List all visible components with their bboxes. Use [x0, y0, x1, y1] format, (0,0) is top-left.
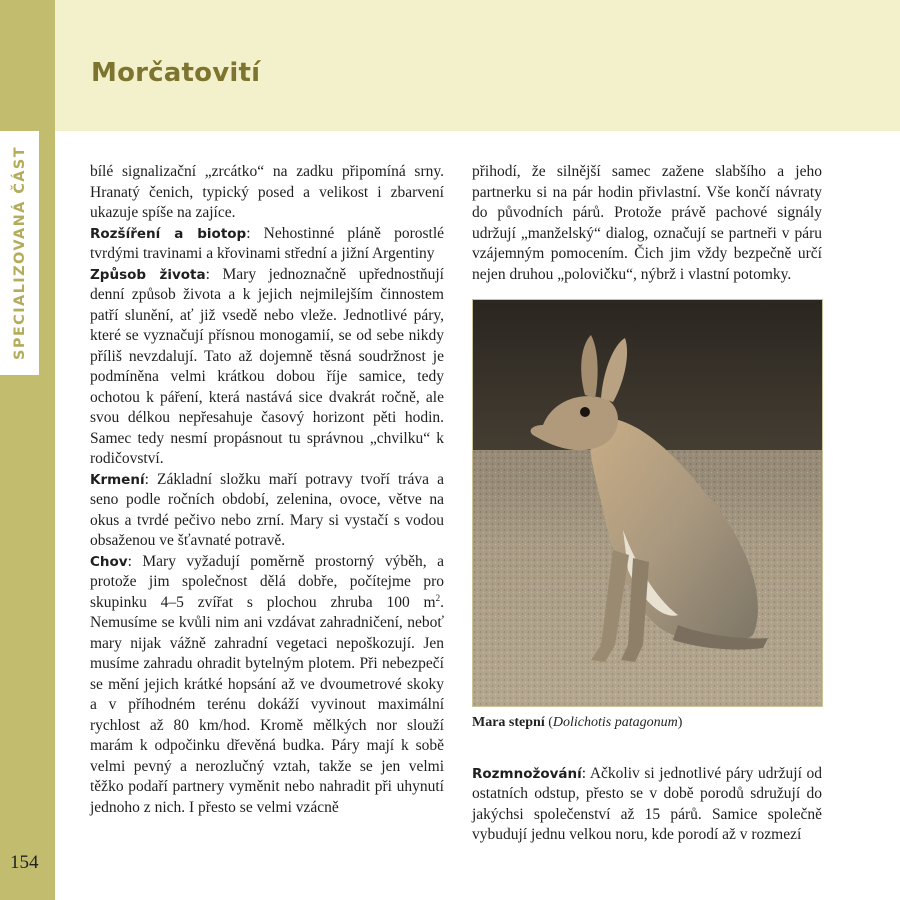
right-column-bottom	[472, 748, 822, 861]
breeding-paragraph	[90, 552, 444, 819]
page-number: 154	[10, 852, 39, 873]
lifestyle-paragraph	[90, 265, 444, 470]
lifestyle-heading: Způsob života	[90, 266, 206, 283]
reproduction-text: : Ačkoliv si jednotlivé páry udržují od ostatních odstup, přesto se v době porodů sdružují do jakýchsi společenství až 15 párů. Samice společně vybudují jednu velkou noru, kde porodí až v rozmezí	[472, 764, 822, 843]
reproduction-heading: Rozmnožování	[472, 765, 582, 782]
mara-illustration	[473, 300, 823, 707]
left-column	[90, 162, 444, 818]
photo-caption	[472, 715, 682, 731]
caption-paren-open: (	[544, 715, 553, 730]
section-label: SPECIALIZOVANÁ ČÁST	[11, 146, 28, 360]
feeding-paragraph	[90, 470, 444, 552]
caption-name: Mara stepní	[472, 715, 545, 730]
side-bar-bottom	[0, 375, 39, 900]
distribution-heading: Rozšíření a biotop	[90, 225, 247, 242]
caption-paren-close: )	[677, 715, 683, 730]
side-bar-top	[0, 0, 39, 131]
mara-photo	[472, 299, 823, 707]
breeding-text-1: : Mary vyžadují poměrně prostorný výběh, a protože jim společnost dělá dobře, počítejme pro skupinku 4–5 zvířat s plochou zhruba 100 m	[90, 552, 444, 611]
section-label-container	[0, 131, 39, 375]
side-stripe	[39, 0, 55, 900]
right-column-top	[472, 162, 822, 285]
distribution-paragraph	[90, 224, 444, 265]
intro-paragraph: bílé signalizační „zrcátko“ na zadku připomíná srny. Hranatý čenich, typický posed a velikost i zbarvení ukazuje spíše na zajíce.	[90, 163, 444, 221]
caption-latin: Dolichotis patagonum	[552, 715, 678, 730]
mara-eye	[580, 407, 590, 417]
continuation-paragraph: přihodí, že silnější samec zažene slabšího a jeho partnerku si na pár hodin přivlastní. Vše končí návraty do původních párů. Protože právě pachové signály udržují „manželský“ dialog, označují se partneři v páru vzájemným pomocením. Čich jim vždy bezpečně určí nejen druhou „polovičku“, nýbrž i vlastní potomky.	[472, 163, 822, 283]
feeding-text: : Základní složku maří potravy tvoří tráva a seno podle ročních období, zelenina, ovoce, větve na okus a tvrdé pečivo nebo zrní. Mary si vystačí s vodou obsaženou ve šťavnaté potravě.	[90, 470, 444, 549]
breeding-heading: Chov	[90, 553, 128, 570]
page-title: Morčatovití	[91, 58, 261, 88]
reproduction-paragraph	[472, 764, 822, 846]
breeding-text-2: . Nemusíme se kvůli nim ani vzdávat zahradničení, neboť mary nijak vážně zahradní vegetaci nepoškozují. Jen musíme zahradu ohradit bytelným plotem. Při nebezpečí se mění jejich krátké hopsání až ve dvoumetrové skoky a v příhodném terénu dokáží vyvinout maximální rychlost až 80 km/hod. Kromě mělkých nor slouží marám k odpočinku dřevěná budka. Páry mají k sobě velmi pevný a nerozlučný vztah, takže se jen velmi těžko podaří partnery vyměnit nebo nahradit při uhynutí jednoho z nich. I přesto se velmi vzácně	[90, 593, 444, 816]
area-superscript: 2	[435, 592, 441, 603]
distribution-text: : Nehostinné pláně porostlé tvrdými travinami a křovinami střední a jižní Argentiny	[90, 224, 444, 262]
lifestyle-text: : Mary jednoznačně upřednostňují denní způsob života a k jejich nejmilejším činnostem patří slunění, ať již vsedě nebo vleže. Jednotlivé páry, které se vyznačují přísnou monogamií, se od sebe nikdy příliš nevzdalují. Tato až dojemně těsná soudržnost je podmíněna velmi krátkou dobou říje samice, tedy ochotou k páření, která nastává sice dvakrát ročně, ale svou délkou nepřesahuje časový horizont pěti hodin. Samec tedy nesmí propásnout tu správnou „chvilku“ k rodičovství.	[90, 265, 444, 467]
feeding-heading: Krmení	[90, 471, 145, 488]
